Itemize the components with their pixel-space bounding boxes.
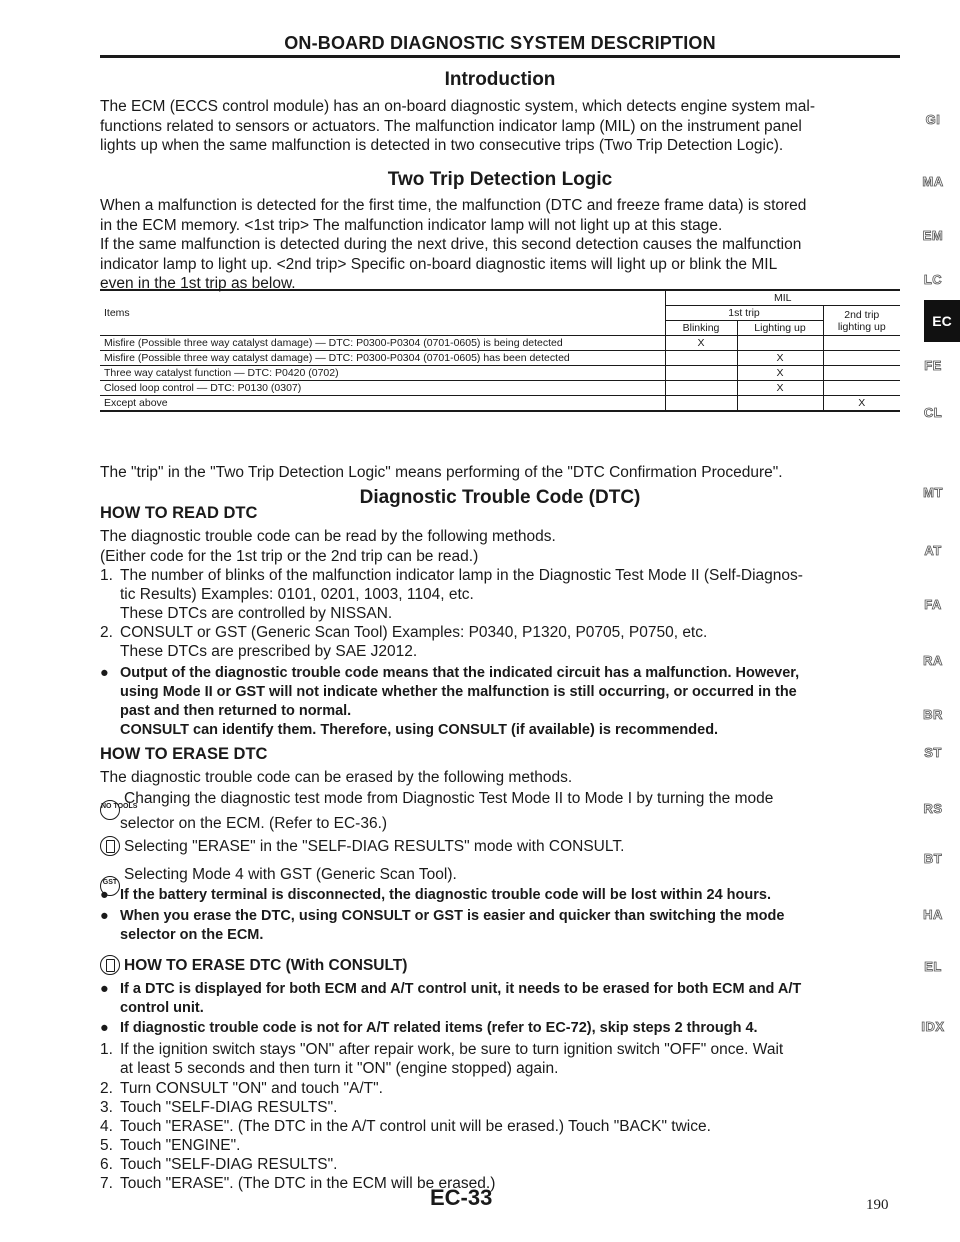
table-header-blinking: Blinking [665,321,737,336]
text-line: These DTCs are prescribed by SAE J2012. [120,643,418,660]
table-row [100,381,900,396]
table-row [100,351,900,366]
row-blinking: X [665,336,737,351]
side-tab-gi[interactable]: GI [925,112,941,127]
text-line: CONSULT or GST (Generic Scan Tool) Examples: P0340, P1320, P0705, P0750, etc. [120,624,708,641]
text-line: The ECM (ECCS control module) has an on-board diagnostic system, which detects engine system mal- [100,98,816,115]
text-line: If the same malfunction is detected during the next drive, this second detection causes the malfunction [100,236,802,253]
erase-method-no-tools [100,789,900,832]
table-header-lighting-up: Lighting up [737,321,823,336]
bullet-dot: ● [100,908,109,924]
text-line: Touch "ERASE". (The DTC in the ECM will be erased.) [120,1175,496,1192]
row-item: Three way catalyst function — DTC: P0420 (0702) [100,366,665,381]
text-line: selector on the ECM. [120,927,264,943]
text-line: The "trip" in the "Two Trip Detection Logic" means performing of the "DTC Confirmation Procedure". [100,464,783,481]
text-line: (Either code for the 1st trip or the 2nd trip can be read.) [100,547,479,565]
text-line: CONSULT can identify them. Therefore, using CONSULT (if available) is recommended. [120,722,719,738]
text-line: These DTCs are controlled by NISSAN. [120,605,393,622]
text-line: If diagnostic trouble code is not for A/T related items (refer to EC-72), skip steps 2 through 4. [120,1020,758,1036]
text-line: lights up when the same malfunction is detected in two consecutive trips (Two Trip Detection Logic). [100,137,784,154]
list-number: 2. [100,624,113,641]
table-header-2nd-trip: 2nd trip lighting up [823,306,900,336]
erase-intro [100,768,900,788]
table-header-items: Items [100,290,665,336]
text-line: even in the 1st trip as below. [100,275,296,292]
side-tab-fe[interactable]: FE [924,358,942,373]
consult-icon [100,955,120,975]
side-tab-ec-active[interactable]: EC [924,300,960,342]
text-line: Output of the diagnostic trouble code means that the indicated circuit has a malfunction. However, [120,665,800,681]
text-line: Turn CONSULT "ON" and touch "A/T". [120,1080,383,1097]
no-tools-icon: NO TOOLS [100,800,120,820]
table-row [100,336,900,351]
row-blinking [665,366,737,381]
text-line: control unit. [120,1000,204,1016]
side-tab-bt[interactable]: BT [923,851,943,866]
trip-note [100,463,900,483]
intro-paragraph [100,97,900,156]
how-to-erase-heading: HOW TO ERASE DTC [100,745,268,763]
bullet-dot: ● [100,1020,109,1036]
row-2nd-trip [823,381,900,396]
text-line: tic Results) Examples: 0101, 0201, 1003, 1104, etc. [120,586,474,603]
row-2nd-trip [823,351,900,366]
how-to-read-heading: HOW TO READ DTC [100,504,258,522]
two-trip-paragraph [100,196,900,294]
side-tab-em[interactable]: EM [922,228,944,243]
text-line: in the ECM memory. <1st trip> The malfunction indicator lamp will not light up at this stage. [100,216,723,234]
text-line: past and then returned to normal. [120,703,352,719]
row-item: Misfire (Possible three way catalyst damage) — DTC: P0300-P0304 (0701-0605) is being detected [100,336,665,351]
row-lighting [737,396,823,412]
text-line: If the battery terminal is disconnected, the diagnostic trouble code will be lost within 24 hours. [120,887,771,903]
step-number: 2. [100,1080,113,1097]
bullet-dot: ● [100,665,109,681]
row-2nd-trip [823,336,900,351]
side-tab-mt[interactable]: MT [923,485,943,500]
side-tab-ha[interactable]: HA [923,907,943,922]
side-tab-fa[interactable]: FA [924,597,942,612]
text-line: If the ignition switch stays "ON" after repair work, be sure to turn ignition switch "OFF" once. Wait [120,1041,784,1058]
title-rule [100,55,900,58]
side-tab-ra[interactable]: RA [923,653,943,668]
step-number: 1. [100,1041,113,1058]
text-line: When you erase the DTC, using CONSULT or GST is easier and quicker than switching the mode [120,908,785,924]
page-title: ON-BOARD DIAGNOSTIC SYSTEM DESCRIPTION [284,33,716,53]
row-lighting: X [737,351,823,366]
text-line: The number of blinks of the malfunction indicator lamp in the Diagnostic Test Mode II (Self-Diagnos- [120,567,803,584]
text-line: When a malfunction is detected for the first time, the malfunction (DTC and freeze frame data) is stored [100,197,807,214]
side-tab-lc[interactable]: LC [923,272,943,287]
table-header-mil: MIL [665,290,900,306]
text-line: at least 5 seconds and then turn it "ON" (engine stopped) again. [120,1060,559,1077]
page-number: 190 [866,1197,889,1213]
table-row [100,396,900,412]
two-trip-heading: Two Trip Detection Logic [387,169,613,190]
erase-consult-heading-row [100,955,900,975]
side-tab-rs[interactable]: RS [923,801,943,816]
text-line: Touch "ERASE". (The DTC in the A/T control unit will be erased.) Touch "BACK" twice. [120,1118,711,1135]
side-tab-cl[interactable]: CL [923,405,943,420]
consult-icon [100,836,120,856]
row-item: Misfire (Possible three way catalyst damage) — DTC: P0300-P0304 (0701-0605) has been detected [100,351,665,366]
row-blinking [665,381,737,396]
table-header-1st-trip: 1st trip [665,306,823,321]
text-line: indicator lamp to light up. <2nd trip> Specific on-board diagnostic items will light up or blink the MIL [100,255,778,273]
side-tab-at[interactable]: AT [924,543,942,558]
gst-icon: GST [100,876,120,896]
bullet-dot: ● [100,887,109,903]
intro-heading: Introduction [444,69,556,90]
row-item: Closed loop control — DTC: P0130 (0307) [100,381,665,396]
side-tab-br[interactable]: BR [923,707,943,722]
row-blinking [665,396,737,412]
side-tab-el[interactable]: EL [924,959,942,974]
text-line: The diagnostic trouble code can be read by the following methods. [100,528,556,545]
text-line: using Mode II or GST will not indicate whether the malfunction is still occurring, or occurred in the [120,684,797,700]
text-line: Selecting Mode 4 with GST (Generic Scan Tool). [124,866,457,883]
step-number: 4. [100,1118,113,1135]
erase-consult-heading: HOW TO ERASE DTC (With CONSULT) [124,957,408,974]
text-line: Selecting "ERASE" in the "SELF-DIAG RESULTS" mode with CONSULT. [124,838,625,855]
text-line: Touch "SELF-DIAG RESULTS". [120,1156,338,1173]
text-line: selector on the ECM. (Refer to EC-36.) [120,815,388,832]
table-row [100,366,900,381]
step-number: 5. [100,1137,113,1154]
row-lighting [737,336,823,351]
row-lighting: X [737,381,823,396]
text-line: If a DTC is displayed for both ECM and A/T control unit, it needs to be erased for both ECM and A/T [120,981,802,997]
text-line: Touch "SELF-DIAG RESULTS". [120,1099,338,1116]
mil-table [100,289,900,412]
step-number: 6. [100,1156,113,1173]
step-number: 7. [100,1175,113,1192]
row-item: Except above [100,396,665,412]
text-line: The diagnostic trouble code can be erased by the following methods. [100,769,573,786]
erase-method-consult [100,836,900,856]
side-tab-idx[interactable]: IDX [921,1019,945,1034]
text-line: functions related to sensors or actuators. The malfunction indicator lamp (MIL) on the instrument panel [100,117,802,135]
list-number: 1. [100,567,113,584]
step-number: 3. [100,1099,113,1116]
side-tab-st[interactable]: ST [924,745,942,760]
row-blinking [665,351,737,366]
bullet-dot: ● [100,981,109,997]
row-2nd-trip [823,366,900,381]
page-code: EC-33 [430,1185,493,1210]
side-tab-ma[interactable]: MA [922,174,944,189]
row-2nd-trip: X [823,396,900,412]
text-line: Changing the diagnostic test mode from Diagnostic Test Mode II to Mode I by turning the mode [124,790,774,807]
read-paragraph [100,527,900,566]
row-lighting: X [737,366,823,381]
dtc-heading: Diagnostic Trouble Code (DTC) [359,487,641,508]
text-line: Touch "ENGINE". [120,1137,241,1154]
